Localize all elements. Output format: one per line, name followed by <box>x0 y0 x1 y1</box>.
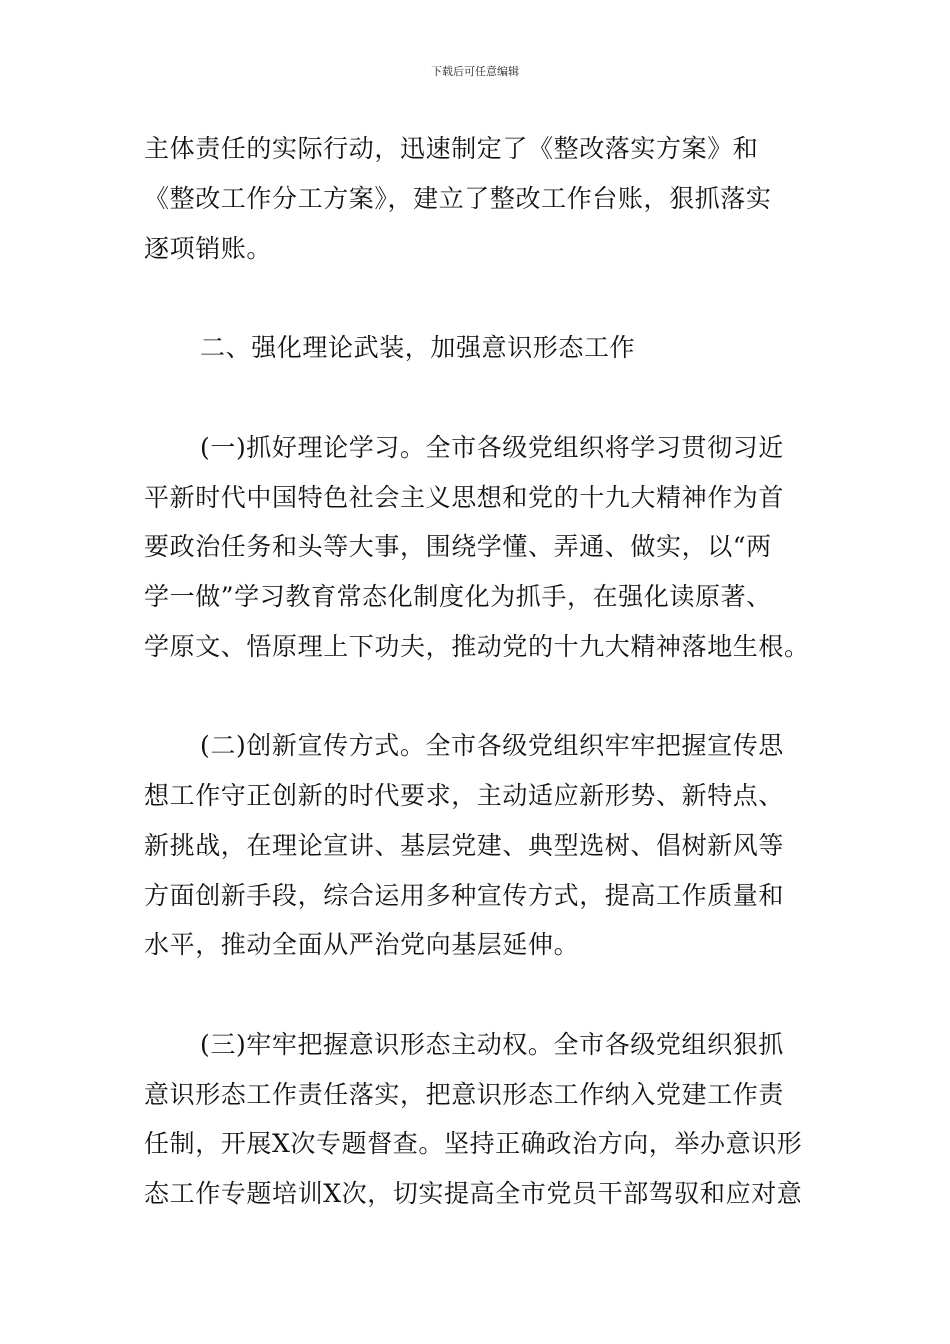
text-line: 要政治任务和头等大事，围绕学懂、弄通、做实，以“两 <box>144 532 772 561</box>
text-line: 任制，开展X次专题督查。坚持正确政治方向，举办意识形 <box>144 1129 803 1158</box>
text-line: 逐项销账。 <box>144 234 273 263</box>
text-line: 态工作专题培训X次，切实提高全市党员干部驾驭和应对意 <box>144 1179 803 1208</box>
header-note: 下载后可任意编辑 <box>431 65 519 78</box>
text-line: 学一做”学习教育常态化制度化为抓手，在强化读原著、 <box>144 582 772 611</box>
text-line: 主体责任的实际行动，迅速制定了《整改落实方案》和 <box>144 134 759 163</box>
text-line: 平新时代中国特色社会主义思想和党的十九大精神作为首 <box>144 483 785 512</box>
text-line: 方面创新手段，综合运用多种宣传方式，提高工作质量和 <box>144 881 785 910</box>
text-line: 学原文、悟原理上下功夫，推动党的十九大精神落地生根。 <box>144 632 810 661</box>
section-heading: 二、强化理论武装，加强意识形态工作 <box>200 333 636 362</box>
text-line: 新挑战，在理论宣讲、基层党建、典型选树、倡树新风等 <box>144 831 785 860</box>
text-line: 意识形态工作责任落实，把意识形态工作纳入党建工作责 <box>144 1080 785 1109</box>
text-line: (二)创新宣传方式。全市各级党组织牢牢把握宣传思 <box>200 731 784 760</box>
text-line: (一)抓好理论学习。全市各级党组织将学习贯彻习近 <box>200 433 784 462</box>
text-line: 《整改工作分工方案》，建立了整改工作台账，狠抓落实 <box>144 184 772 213</box>
text-line: (三)牢牢把握意识形态主动权。全市各级党组织狠抓 <box>200 1030 784 1059</box>
text-line: 水平，推动全面从严治党向基层延伸。 <box>144 930 580 959</box>
text-line: 想工作守正创新的时代要求，主动适应新形势、新特点、 <box>144 781 785 810</box>
